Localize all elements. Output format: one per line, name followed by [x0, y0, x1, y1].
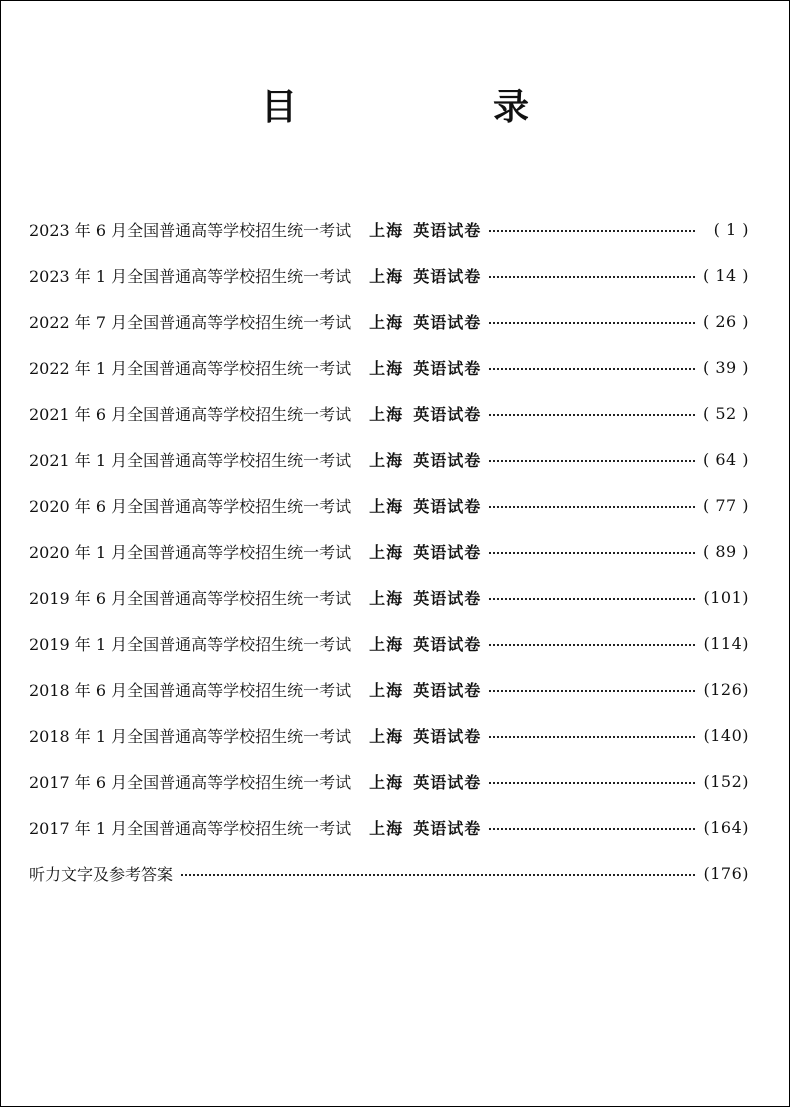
toc-entry[interactable]: [29, 390, 749, 436]
toc-entry-region: 上海: [369, 450, 404, 470]
dot-leader: [489, 552, 695, 554]
toc-entry-region: 上海: [369, 818, 404, 838]
toc-entry-paper: 英语试卷: [413, 818, 482, 838]
toc-entry-region: 上海: [369, 726, 404, 746]
table-of-contents: [29, 206, 749, 896]
toc-entry-paper: 英语试卷: [413, 726, 482, 746]
toc-entry-region: 上海: [369, 772, 404, 792]
toc-entry[interactable]: [29, 344, 749, 390]
toc-entry[interactable]: [29, 620, 749, 666]
toc-entry-region: 上海: [369, 358, 404, 378]
toc-entry-page-number: ( 52 ): [702, 403, 749, 423]
toc-entry[interactable]: [29, 252, 749, 298]
toc-entry[interactable]: [29, 850, 749, 896]
toc-entry-region: 上海: [369, 542, 404, 562]
toc-entry-paper: 英语试卷: [413, 496, 482, 516]
toc-entry-page-number: ( 64 ): [702, 449, 749, 469]
toc-entry-title: 2019 年 1 月全国普通高等学校招生统一考试: [29, 634, 352, 654]
toc-entry-paper: 英语试卷: [413, 404, 482, 424]
toc-entry-page-number: ( 26 ): [702, 311, 749, 331]
toc-entry-region: 上海: [369, 404, 404, 424]
toc-entry[interactable]: [29, 482, 749, 528]
dot-leader: [489, 782, 695, 784]
toc-entry-title: 听力文字及参考答案: [29, 864, 174, 884]
toc-entry-title: 2023 年 1 月全国普通高等学校招生统一考试: [29, 266, 352, 286]
toc-entry-title: 2022 年 7 月全国普通高等学校招生统一考试: [29, 312, 352, 332]
toc-entry-title: 2017 年 1 月全国普通高等学校招生统一考试: [29, 818, 352, 838]
toc-entry-title: 2018 年 1 月全国普通高等学校招生统一考试: [29, 726, 352, 746]
dot-leader: [489, 506, 695, 508]
dot-leader: [489, 690, 695, 692]
toc-entry-paper: 英语试卷: [413, 542, 482, 562]
toc-entry-page-number: ( 39 ): [702, 357, 749, 377]
toc-entry-title: 2019 年 6 月全国普通高等学校招生统一考试: [29, 588, 352, 608]
dot-leader: [489, 230, 695, 232]
page-title: 目 录: [260, 86, 609, 128]
toc-entry-paper: 英语试卷: [413, 220, 482, 240]
toc-entry-paper: 英语试卷: [413, 450, 482, 470]
toc-entry[interactable]: [29, 528, 749, 574]
dot-leader: [489, 276, 695, 278]
toc-entry-page-number: (164): [703, 817, 749, 837]
toc-entry[interactable]: [29, 436, 749, 482]
toc-entry-paper: 英语试卷: [413, 772, 482, 792]
toc-entry[interactable]: [29, 666, 749, 712]
dot-leader: [489, 598, 695, 600]
toc-entry-page-number: (114): [703, 633, 749, 653]
toc-entry-title: 2022 年 1 月全国普通高等学校招生统一考试: [29, 358, 352, 378]
toc-entry-title: 2023 年 6 月全国普通高等学校招生统一考试: [29, 220, 352, 240]
toc-entry-page-number: (126): [703, 679, 749, 699]
toc-entry-page-number: ( 14 ): [702, 265, 749, 285]
toc-entry-region: 上海: [369, 220, 404, 240]
toc-entry-page-number: (152): [703, 771, 749, 791]
toc-entry-paper: 英语试卷: [413, 680, 482, 700]
dot-leader: [489, 414, 695, 416]
toc-entry-page-number: ( 89 ): [702, 541, 749, 561]
toc-entry-title: 2017 年 6 月全国普通高等学校招生统一考试: [29, 772, 352, 792]
toc-entry-paper: 英语试卷: [413, 358, 482, 378]
toc-entry-page-number: (101): [703, 587, 749, 607]
toc-entry-title: 2020 年 6 月全国普通高等学校招生统一考试: [29, 496, 352, 516]
dot-leader: [489, 322, 695, 324]
toc-entry-region: 上海: [369, 312, 404, 332]
toc-entry-title: 2020 年 1 月全国普通高等学校招生统一考试: [29, 542, 352, 562]
toc-entry-region: 上海: [369, 496, 404, 516]
toc-entry[interactable]: [29, 298, 749, 344]
toc-entry-region: 上海: [369, 634, 404, 654]
toc-entry-title: 2021 年 6 月全国普通高等学校招生统一考试: [29, 404, 352, 424]
toc-entry-title: 2021 年 1 月全国普通高等学校招生统一考试: [29, 450, 352, 470]
toc-entry-paper: 英语试卷: [413, 312, 482, 332]
dot-leader: [489, 644, 695, 646]
toc-entry-page-number: (176): [703, 863, 749, 883]
toc-entry[interactable]: [29, 758, 749, 804]
toc-entry-paper: 英语试卷: [413, 266, 482, 286]
toc-entry[interactable]: [29, 206, 749, 252]
toc-entry-page-number: ( 77 ): [702, 495, 749, 515]
dot-leader: [489, 460, 695, 462]
dot-leader: [489, 736, 695, 738]
toc-entry-paper: 英语试卷: [413, 634, 482, 654]
toc-entry-region: 上海: [369, 266, 404, 286]
toc-entry-page-number: (140): [703, 725, 749, 745]
dot-leader: [489, 368, 695, 370]
toc-entry-page-number: ( 1 ): [713, 219, 749, 239]
toc-entry-region: 上海: [369, 588, 404, 608]
toc-entry[interactable]: [29, 712, 749, 758]
toc-entry-paper: 英语试卷: [413, 588, 482, 608]
toc-entry[interactable]: [29, 804, 749, 850]
toc-entry[interactable]: [29, 574, 749, 620]
toc-entry-title: 2018 年 6 月全国普通高等学校招生统一考试: [29, 680, 352, 700]
toc-entry-region: 上海: [369, 680, 404, 700]
dot-leader: [489, 828, 695, 830]
dot-leader: [181, 874, 695, 876]
